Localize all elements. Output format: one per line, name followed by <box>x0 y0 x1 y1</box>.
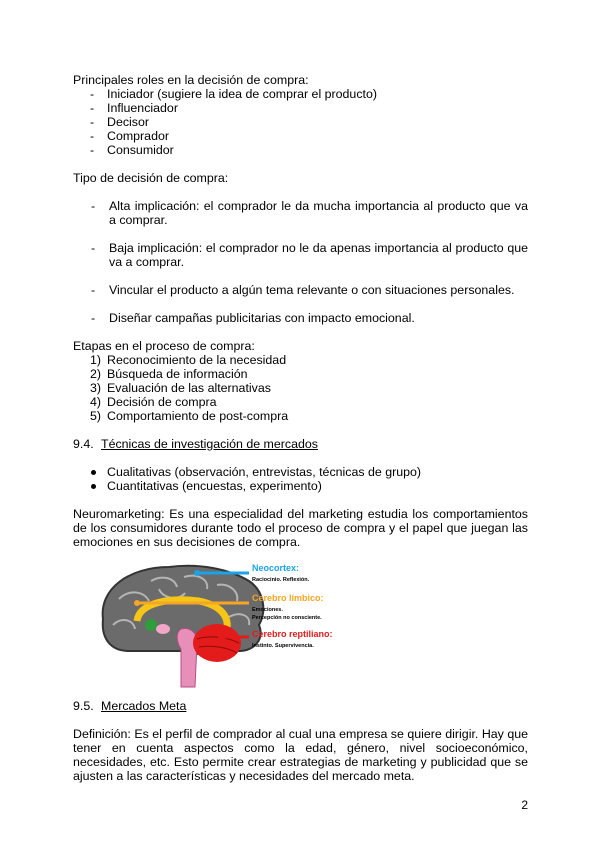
neuromarketing-paragraph: Neuromarketing: Es una especialidad del marketing estudia los comportamientos de los consumidores durante todo el proceso de compra y el papel que juegan las emociones en sus decisiones de compra. <box>73 507 528 549</box>
list-item: - Vincular el producto a algún tema relevante o con situaciones personales. <box>73 283 528 297</box>
neocortex-title: Neocortex: <box>252 563 300 573</box>
section-title: Mercados Meta <box>101 699 187 713</box>
etapas-list <box>73 353 528 423</box>
section-number: 9.4. <box>73 437 94 451</box>
list-item: - Comprador <box>73 129 528 143</box>
list-item: - Influenciador <box>73 101 528 115</box>
list-item: - Consumidor <box>73 143 528 157</box>
reptiliano-desc: Instinto. Supervivencia. <box>252 643 314 649</box>
cerebellum-shape <box>193 624 241 662</box>
list-item: - Baja implicación: el comprador no le da apenas importancia al producto que va a comprar. <box>73 241 528 269</box>
limbic-green-spot <box>145 619 157 631</box>
list-item: - Diseñar campañas publicitarias con impacto emocional. <box>73 311 528 325</box>
section-9-4-heading <box>73 437 528 451</box>
tipo-list <box>73 199 528 325</box>
neocortex-desc: Raciocinio. Reflexión. <box>252 577 310 583</box>
list-item: 5) Comportamiento de post-compra <box>90 409 289 423</box>
definicion-paragraph: Definición: Es el perfil de comprador al cual una empresa se quiere dirigir. Hay que tener en cuenta aspectos como la edad, género, nivel socioeconómico, necesidades, etc. Esto permite crear estrategias de marketing y publicidad que se ajusten a las características y necesidades del mercado meta. <box>73 727 528 783</box>
limbico-desc-1: Emociones. <box>252 607 283 613</box>
section-9-5-heading <box>73 699 528 713</box>
etapas-heading: Etapas en el proceso de compra: <box>73 339 255 353</box>
limbic-pink-spot <box>156 624 170 634</box>
tecnicas-list <box>73 465 528 493</box>
section-number: 9.5. <box>73 699 94 713</box>
list-item: - Iniciador (sugiere la idea de comprar el producto) <box>73 87 528 101</box>
limbico-title: Cerebro límbico: <box>252 593 324 603</box>
brain-illustration <box>89 559 359 691</box>
tipo-heading: Tipo de decisión de compra: <box>73 171 229 185</box>
roles-heading: Principales roles en la decisión de compra: <box>73 73 309 87</box>
limbico-desc-2: Percepción no consciente. <box>252 615 322 621</box>
roles-list <box>73 87 528 157</box>
document-page <box>73 73 528 783</box>
section-title: Técnicas de investigación de mercados <box>101 437 318 451</box>
list-item: 2) Búsqueda de información <box>90 367 248 381</box>
list-item: 4) Decisión de compra <box>90 395 217 409</box>
list-item: 1) Reconocimiento de la necesidad <box>90 353 287 367</box>
brainstem-shape <box>177 629 197 687</box>
list-item: - Decisor <box>73 115 528 129</box>
list-item: - Alta implicación: el comprador le da mucha importancia al producto que va a comprar. <box>73 199 528 227</box>
reptiliano-title: Cerebro reptiliano: <box>252 629 333 639</box>
list-item: Cuantitativas (encuestas, experimento) <box>73 479 528 493</box>
page-number: 2 <box>521 798 528 812</box>
list-item: Cualitativas (observación, entrevistas, técnicas de grupo) <box>73 465 528 479</box>
brain-diagram <box>89 559 359 691</box>
list-item: 3) Evaluación de las alternativas <box>90 381 271 395</box>
